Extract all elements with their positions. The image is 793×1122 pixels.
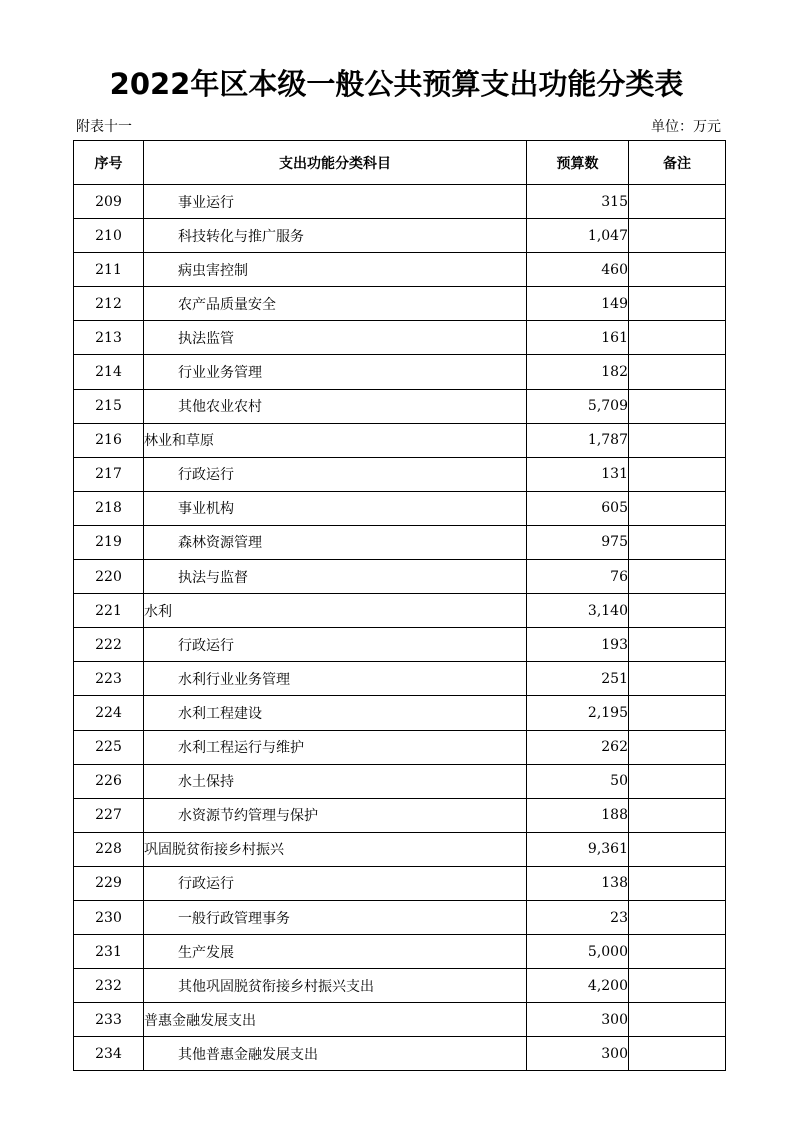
row-category: 水土保持: [144, 764, 527, 798]
row-category: 一般行政管理事务: [144, 900, 527, 934]
row-category: 执法与监督: [144, 560, 527, 594]
row-amount: 76: [527, 560, 629, 594]
row-amount: 605: [527, 491, 629, 525]
row-remark: [629, 355, 726, 389]
row-remark: [629, 730, 726, 764]
row-number: 210: [74, 219, 144, 253]
row-number: 230: [74, 900, 144, 934]
table-row: [74, 935, 726, 969]
header-name: 支出功能分类科目: [144, 141, 527, 185]
row-category: 其他巩固脱贫衔接乡村振兴支出: [144, 969, 527, 1003]
row-amount: 50: [527, 764, 629, 798]
row-remark: [629, 900, 726, 934]
row-remark: [629, 935, 726, 969]
row-category: 科技转化与推广服务: [144, 219, 527, 253]
row-amount: 138: [527, 866, 629, 900]
row-category: 行业业务管理: [144, 355, 527, 389]
row-number: 219: [74, 525, 144, 559]
row-category: 事业运行: [144, 185, 527, 219]
row-category: 水利行业业务管理: [144, 662, 527, 696]
row-amount: 188: [527, 798, 629, 832]
row-remark: [629, 389, 726, 423]
row-remark: [629, 560, 726, 594]
table-row: [74, 355, 726, 389]
table-row: [74, 491, 726, 525]
row-number: 216: [74, 423, 144, 457]
table-row: [74, 423, 726, 457]
table-row: [74, 1037, 726, 1071]
header-remark: 备注: [629, 141, 726, 185]
row-amount: 251: [527, 662, 629, 696]
row-amount: 5,709: [527, 389, 629, 423]
budget-table: [73, 140, 726, 1071]
row-amount: 182: [527, 355, 629, 389]
table-body: [74, 185, 726, 1071]
row-remark: [629, 594, 726, 628]
row-amount: 161: [527, 321, 629, 355]
row-remark: [629, 185, 726, 219]
table-row: [74, 185, 726, 219]
row-category: 行政运行: [144, 457, 527, 491]
header-no: 序号: [74, 141, 144, 185]
table-row: [74, 900, 726, 934]
table-row: [74, 628, 726, 662]
row-category: 水利工程建设: [144, 696, 527, 730]
page-title: 2022年区本级一般公共预算支出功能分类表: [109, 67, 684, 101]
row-remark: [629, 321, 726, 355]
row-number: 214: [74, 355, 144, 389]
table-row: [74, 525, 726, 559]
row-amount: 460: [527, 253, 629, 287]
row-remark: [629, 253, 726, 287]
row-number: 228: [74, 832, 144, 866]
table-row: [74, 764, 726, 798]
row-remark: [629, 1037, 726, 1071]
row-amount: 5,000: [527, 935, 629, 969]
row-remark: [629, 866, 726, 900]
row-category: 水利: [144, 594, 527, 628]
row-category: 生产发展: [144, 935, 527, 969]
row-amount: 3,140: [527, 594, 629, 628]
row-remark: [629, 662, 726, 696]
row-category: 其他农业农村: [144, 389, 527, 423]
row-remark: [629, 1003, 726, 1037]
table-row: [74, 866, 726, 900]
table-row: [74, 594, 726, 628]
table-row: [74, 798, 726, 832]
unit-label: 单位：万元: [651, 119, 721, 135]
row-number: 213: [74, 321, 144, 355]
row-number: 217: [74, 457, 144, 491]
row-amount: 9,361: [527, 832, 629, 866]
row-amount: 149: [527, 287, 629, 321]
table-row: [74, 969, 726, 1003]
row-number: 209: [74, 185, 144, 219]
row-remark: [629, 764, 726, 798]
table-row: [74, 730, 726, 764]
header-amount: 预算数: [527, 141, 629, 185]
row-category: 农产品质量安全: [144, 287, 527, 321]
row-amount: 193: [527, 628, 629, 662]
row-category: 行政运行: [144, 628, 527, 662]
row-remark: [629, 628, 726, 662]
row-number: 220: [74, 560, 144, 594]
table-row: [74, 253, 726, 287]
row-amount: 975: [527, 525, 629, 559]
row-number: 218: [74, 491, 144, 525]
row-remark: [629, 423, 726, 457]
table-header-row: [74, 141, 726, 185]
row-category: 普惠金融发展支出: [144, 1003, 527, 1037]
row-amount: 300: [527, 1037, 629, 1071]
table-row: [74, 662, 726, 696]
row-number: 234: [74, 1037, 144, 1071]
row-remark: [629, 457, 726, 491]
row-amount: 315: [527, 185, 629, 219]
table-row: [74, 560, 726, 594]
row-category: 病虫害控制: [144, 253, 527, 287]
row-amount: 131: [527, 457, 629, 491]
row-category: 其他普惠金融发展支出: [144, 1037, 527, 1071]
table-row: [74, 457, 726, 491]
row-amount: 2,195: [527, 696, 629, 730]
appendix-label: 附表十一: [76, 119, 132, 135]
row-number: 221: [74, 594, 144, 628]
row-category: 巩固脱贫衔接乡村振兴: [144, 832, 527, 866]
row-number: 231: [74, 935, 144, 969]
row-amount: 1,047: [527, 219, 629, 253]
row-amount: 262: [527, 730, 629, 764]
row-remark: [629, 525, 726, 559]
row-number: 232: [74, 969, 144, 1003]
table-row: [74, 219, 726, 253]
row-number: 227: [74, 798, 144, 832]
row-remark: [629, 832, 726, 866]
table-row: [74, 389, 726, 423]
table-row: [74, 1003, 726, 1037]
row-number: 215: [74, 389, 144, 423]
row-remark: [629, 969, 726, 1003]
row-category: 水资源节约管理与保护: [144, 798, 527, 832]
row-remark: [629, 491, 726, 525]
row-number: 225: [74, 730, 144, 764]
row-remark: [629, 219, 726, 253]
row-category: 林业和草原: [144, 423, 527, 457]
row-number: 212: [74, 287, 144, 321]
table-row: [74, 287, 726, 321]
row-remark: [629, 696, 726, 730]
table-row: [74, 696, 726, 730]
row-category: 行政运行: [144, 866, 527, 900]
row-amount: 1,787: [527, 423, 629, 457]
row-number: 229: [74, 866, 144, 900]
row-category: 执法监管: [144, 321, 527, 355]
row-remark: [629, 798, 726, 832]
row-amount: 23: [527, 900, 629, 934]
row-remark: [629, 287, 726, 321]
row-amount: 300: [527, 1003, 629, 1037]
row-number: 224: [74, 696, 144, 730]
row-number: 226: [74, 764, 144, 798]
row-number: 223: [74, 662, 144, 696]
row-number: 233: [74, 1003, 144, 1037]
row-number: 211: [74, 253, 144, 287]
row-number: 222: [74, 628, 144, 662]
row-category: 森林资源管理: [144, 525, 527, 559]
table-row: [74, 321, 726, 355]
row-category: 水利工程运行与维护: [144, 730, 527, 764]
row-category: 事业机构: [144, 491, 527, 525]
table-row: [74, 832, 726, 866]
row-amount: 4,200: [527, 969, 629, 1003]
